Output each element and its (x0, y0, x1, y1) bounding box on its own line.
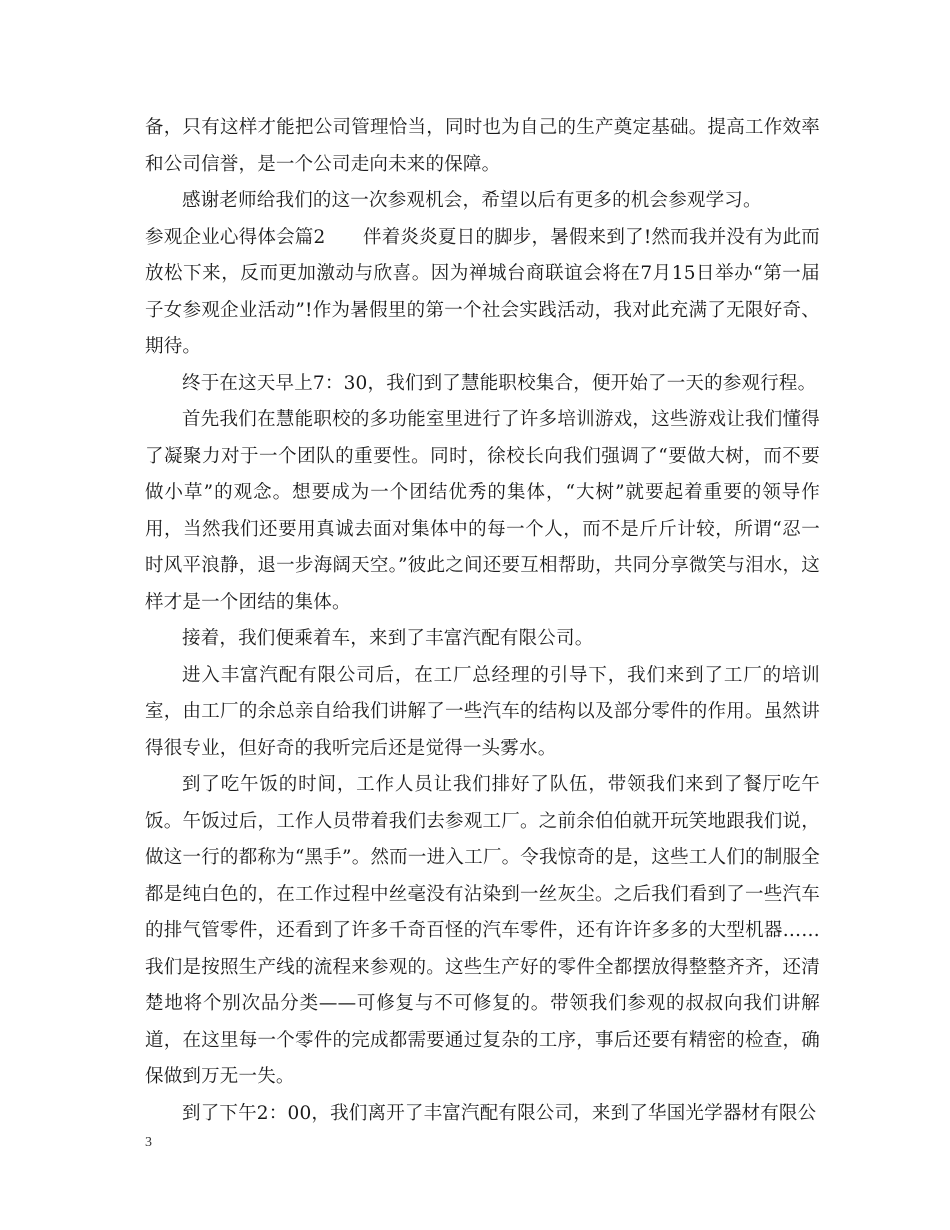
document-body (145, 110, 820, 1132)
page-number: 3 (145, 1135, 152, 1150)
paragraph: 感谢老师给我们的这一次参观机会，希望以后有更多的机会参观学习。 (182, 190, 762, 211)
paragraph: 备，只有这样才能把公司管理恰当，同时也为自己的生产奠定基础。提高工作效率和公司信誉，是一个公司走向未来的保障。 (145, 117, 820, 175)
paragraph: 终于在这天早上7：30，我们到了慧能职校集合，便开始了一天的参观行程。 (182, 372, 817, 394)
paragraph: 接着，我们便乘着车，来到了丰富汽配有限公司。 (182, 628, 594, 649)
paragraph: 到了下午2：00，我们离开了丰富汽配有限公司，来到了华国光学器材有限公 (182, 1102, 817, 1124)
paragraph: 进入丰富汽配有限公司后，在工厂总经理的引导下，我们来到了工厂的培训室，由工厂的余总亲自给我们讲解了一些汽车的结构以及部分零件的作用。虽然讲得很专业，但好奇的我听完后还是觉得一头雾水。 (145, 664, 820, 759)
paragraph: 到了吃午饭的时间，工作人员让我们排好了队伍，带领我们来到了餐厅吃午饭。午饭过后，工作人员带着我们去参观工厂。之前余伯伯就开玩笑地跟我们说，做这一行的都称为“黑手”。然而一进入工厂。令我惊奇的是，这些工人们的制服全都是纯白色的，在工作过程中丝毫没有沾染到一丝灰尘。之后我们看到了一些汽车的排气管零件，还看到了许多千奇百怪的汽车零件，还有许许多多的大型机器……我们是按照生产线的流程来参观的。这些生产好的零件全都摆放得整整齐齐，还清楚地将个别次品分类——可修复与不可修复的。带领我们参观的叔叔向我们讲解道，在这里每一个零件的完成都需要通过复杂的工序，事后还要有精密的检查，确保做到万无一失。 (145, 774, 820, 1087)
paragraph: 参观企业心得体会篇2 伴着炎炎夏日的脚步，暑假来到了!然而我并没有为此而放松下来，反而更加激动与欣喜。因为禅城台商联谊会将在7月15日举办“第一届子女参观企业活动”!作为暑假里的第一个社会实践活动，我对此充满了无限好奇、期待。 (145, 226, 820, 357)
paragraph: 首先我们在慧能职校的多功能室里进行了许多培训游戏，这些游戏让我们懂得了凝聚力对于一个团队的重要性。同时，徐校长向我们强调了“要做大树，而不要做小草”的观念。想要成为一个团结优秀的集体，“大树”就要起着重要的领导作用，当然我们还要用真诚去面对集体中的每一个人，而不是斤斤计较，所谓“忍一时风平浪静，退一步海阔天空。”彼此之间还要互相帮助，共同分享微笑与泪水，这样才是一个团结的集体。 (145, 409, 820, 613)
